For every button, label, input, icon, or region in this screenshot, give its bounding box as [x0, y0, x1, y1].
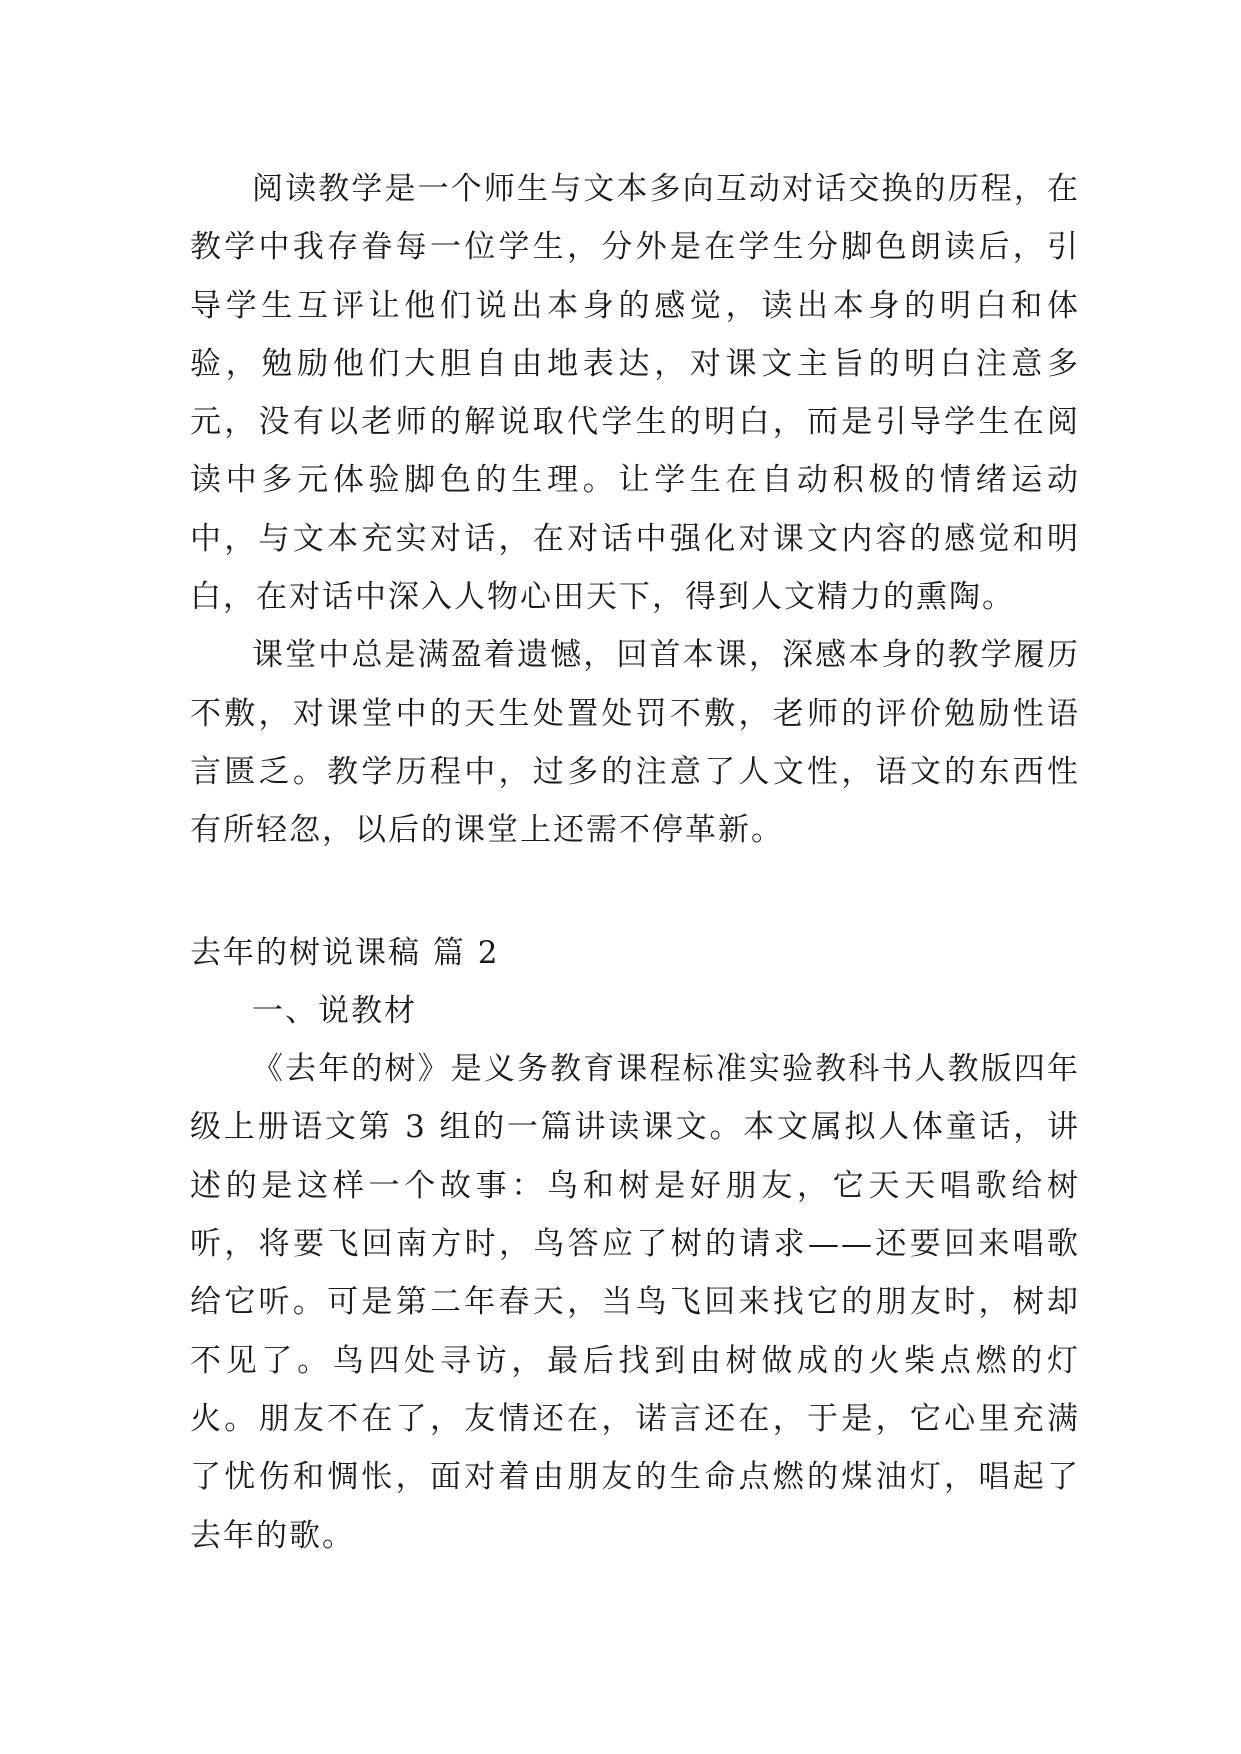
- section-title: 去年的树说课稿 篇 2: [190, 934, 500, 971]
- subsection-title: 一、说教材: [252, 992, 417, 1029]
- paragraph-textbook-intro: 《去年的树》是义务教育课程标准实验教科书人教版四年级上册语文第 3 组的一篇讲读课文。本文属拟人体童话，讲述的是这样一个故事：鸟和树是好朋友，它天天唱歌给树听，将要飞回南方时，鸟答应了树的请求——还要回来唱歌给它听。可是第二年春天，当鸟飞回来找它的朋友时，树却不见了。鸟四处寻访，最后找到由树做成的火柴点燃的灯火。朋友不在了，友情还在，诺言还在，于是，它心里充满了忧伤和惆怅，面对着由朋友的生命点燃的煤油灯，唱起了去年的歌。: [190, 1051, 1080, 1554]
- paragraph-reading-teaching: 阅读教学是一个师生与文本多向互动对话交换的历程，在教学中我存眷每一位学生，分外是在学生分脚色朗读后，引导学生互评让他们说出本身的感觉，读出本身的明白和体验，勉励他们大胆自由地表达，对课文主旨的明白注意多元，没有以老师的解说取代学生的明白，而是引导学生在阅读中多元体验脚色的生理。让学生在自动积极的情绪运动中，与文本充实对话，在对话中强化对课文内容的感觉和明白，在对话中深入人物心田天下，得到人文精力的熏陶。: [190, 171, 1080, 616]
- section-spacer: [190, 860, 1080, 924]
- document-page: [190, 160, 1080, 1565]
- paragraph-classroom-regrets: 课堂中总是满盈着遗憾，回首本课，深感本身的教学履历不敷，对课堂中的天生处置处罚不敷，老师的评价勉励性语言匮乏。教学历程中，过多的注意了人文性，语文的东西性有所轻忽，以后的课堂上还需不停革新。: [190, 637, 1080, 849]
